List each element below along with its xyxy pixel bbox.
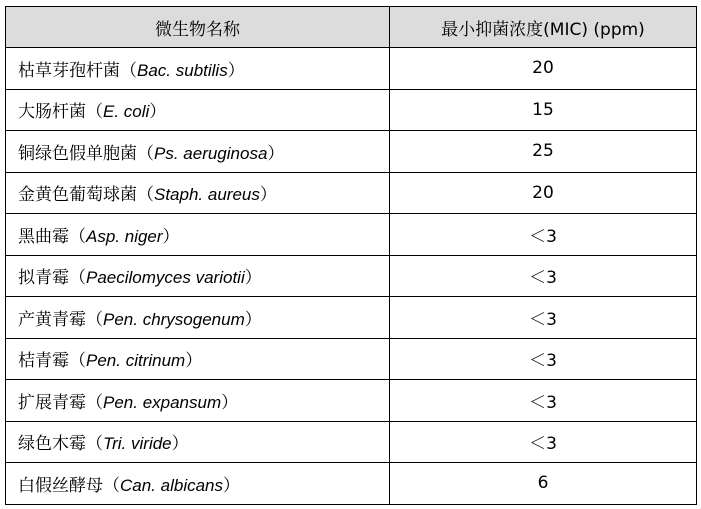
mic-value-cell: ＜3 xyxy=(390,380,697,422)
organism-cn-name: 铜绿色假单胞菌（ xyxy=(18,143,154,164)
organism-name-cell xyxy=(6,89,390,131)
table-header-row xyxy=(6,7,697,48)
table-row xyxy=(6,421,697,463)
organism-name-cell xyxy=(6,380,390,422)
organism-cn-name: 绿色木霉（ xyxy=(18,434,103,455)
organism-name-cell xyxy=(6,421,390,463)
organism-latin-name: E. coli xyxy=(103,102,150,122)
header-organism-name: 微生物名称 xyxy=(6,7,390,48)
organism-cn-name: 扩展青霉（ xyxy=(18,392,103,413)
table-row xyxy=(6,172,697,214)
organism-name-cell xyxy=(6,297,390,339)
mic-value-cell: 25 xyxy=(390,131,697,173)
table-row xyxy=(6,380,697,422)
header-mic: 最小抑菌浓度(MIC) (ppm) xyxy=(390,7,697,48)
organism-cn-name: 桔青霉（ xyxy=(18,351,86,372)
organism-latin-name: Pen. citrinum xyxy=(86,351,186,371)
table-row xyxy=(6,338,697,380)
mic-table-container xyxy=(5,6,696,505)
organism-name-close: ） xyxy=(244,309,262,330)
organism-cn-name: 产黄青霉（ xyxy=(18,309,103,330)
organism-name-close: ） xyxy=(162,226,180,247)
organism-cn-name: 金黄色葡萄球菌（ xyxy=(18,185,154,206)
organism-name-close: ） xyxy=(259,185,277,206)
organism-latin-name: Bac. subtilis xyxy=(137,60,228,80)
mic-value-cell: ＜3 xyxy=(390,338,697,380)
organism-name-cell xyxy=(6,172,390,214)
table-row xyxy=(6,297,697,339)
organism-name-close: ） xyxy=(221,392,239,413)
organism-name-close: ） xyxy=(149,102,167,123)
organism-name-cell xyxy=(6,48,390,90)
organism-latin-name: Tri. viride xyxy=(103,434,172,454)
mic-value-cell: ＜3 xyxy=(390,421,697,463)
organism-cn-name: 大肠杆菌（ xyxy=(18,102,103,123)
organism-name-cell xyxy=(6,131,390,173)
organism-name-close: ） xyxy=(171,434,189,455)
organism-name-close: ） xyxy=(227,60,245,81)
mic-value-cell: ＜3 xyxy=(390,214,697,256)
table-row xyxy=(6,255,697,297)
organism-name-cell xyxy=(6,463,390,505)
mic-value-cell: 6 xyxy=(390,463,697,505)
organism-cn-name: 白假丝酵母（ xyxy=(18,475,120,496)
organism-latin-name: Paecilomyces variotii xyxy=(86,268,245,288)
organism-latin-name: Pen. chrysogenum xyxy=(103,309,245,329)
organism-name-cell xyxy=(6,255,390,297)
table-row xyxy=(6,214,697,256)
organism-latin-name: Can. albicans xyxy=(120,475,224,495)
mic-value-cell: 15 xyxy=(390,89,697,131)
organism-name-close: ） xyxy=(244,268,262,289)
organism-name-close: ） xyxy=(223,475,241,496)
organism-latin-name: Staph. aureus xyxy=(154,185,260,205)
organism-latin-name: Pen. expansum xyxy=(103,392,222,412)
organism-cn-name: 枯草芽孢杆菌（ xyxy=(18,60,137,81)
mic-value-cell: 20 xyxy=(390,172,697,214)
table-row xyxy=(6,463,697,505)
mic-value-cell: ＜3 xyxy=(390,255,697,297)
table-row xyxy=(6,131,697,173)
mic-table xyxy=(5,6,697,505)
organism-latin-name: Ps. aeruginosa xyxy=(154,143,268,163)
organism-name-cell xyxy=(6,214,390,256)
table-row xyxy=(6,48,697,90)
organism-name-cell xyxy=(6,338,390,380)
table-row xyxy=(6,89,697,131)
organism-cn-name: 黑曲霉（ xyxy=(18,226,86,247)
organism-name-close: ） xyxy=(267,143,285,164)
mic-value-cell: ＜3 xyxy=(390,297,697,339)
mic-value-cell: 20 xyxy=(390,48,697,90)
organism-latin-name: Asp. niger xyxy=(86,226,163,246)
organism-name-close: ） xyxy=(185,351,203,372)
organism-cn-name: 拟青霉（ xyxy=(18,268,86,289)
